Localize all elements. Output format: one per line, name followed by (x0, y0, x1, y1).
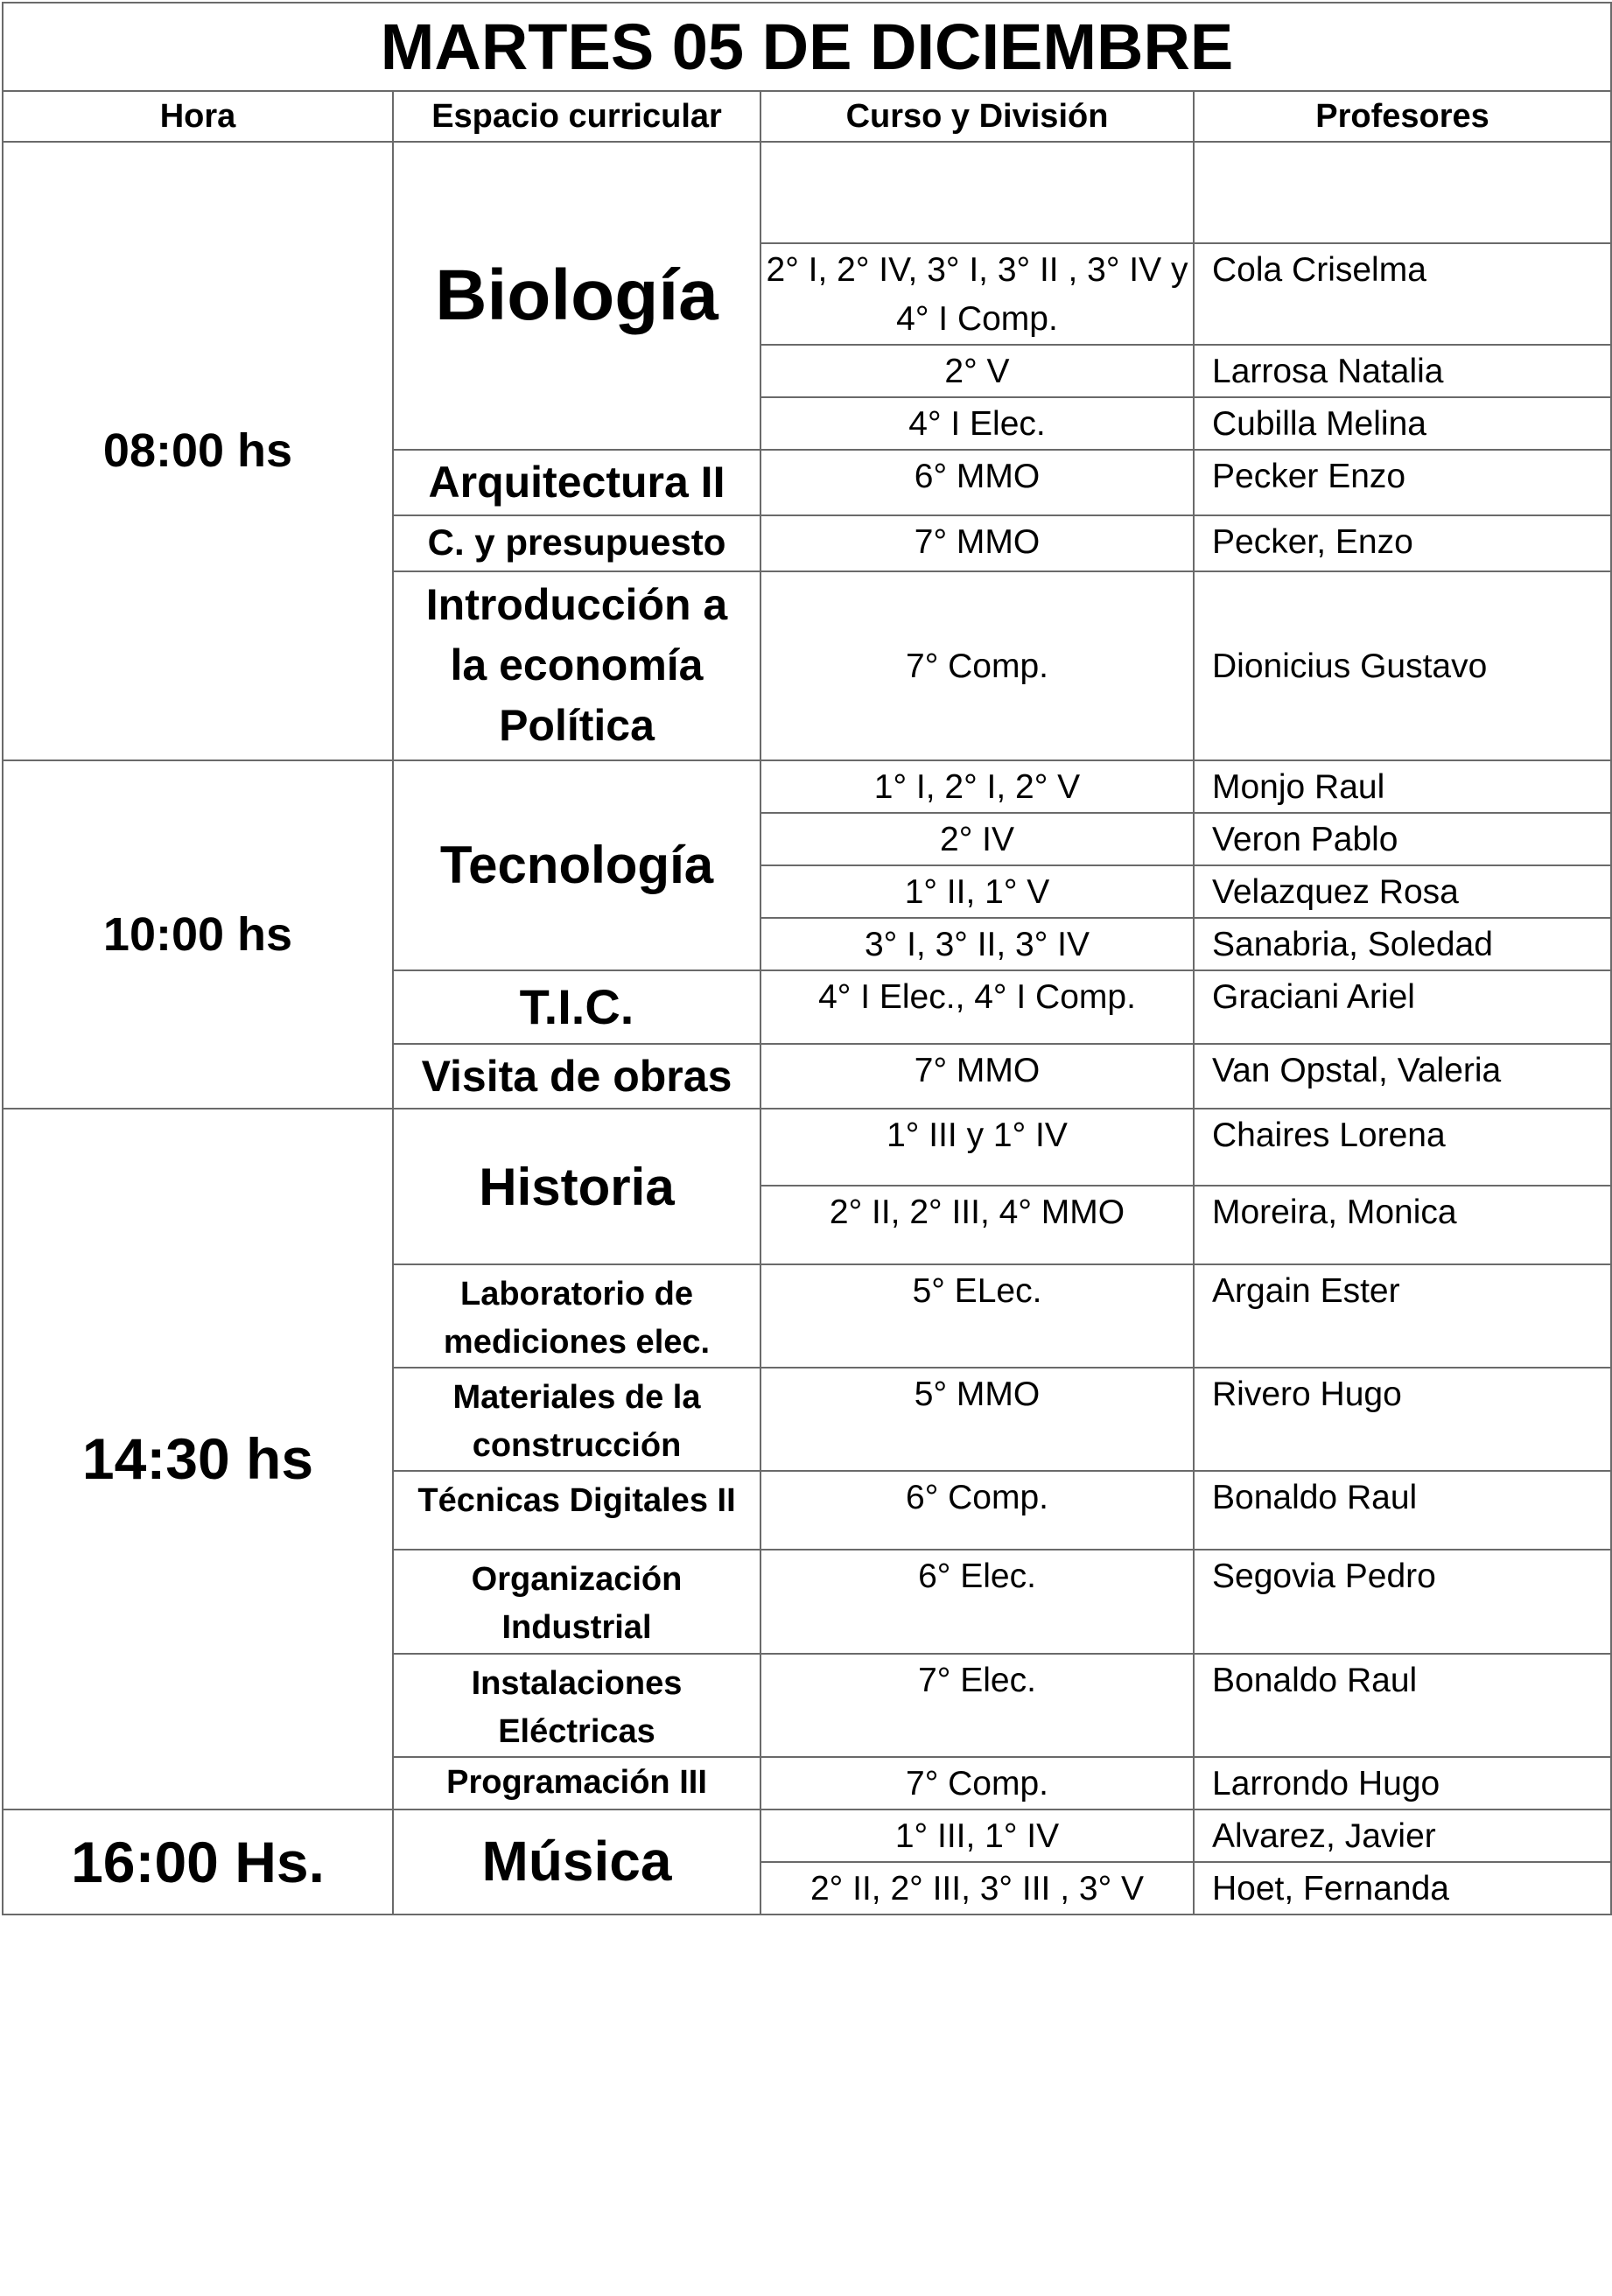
course-cell: 1° II, 1° V (760, 865, 1194, 918)
schedule-table (2, 2, 1612, 1915)
course-cell: 1° I, 2° I, 2° V (760, 760, 1194, 813)
subject-cell: Historia (393, 1109, 760, 1264)
empty-cell (1194, 142, 1611, 243)
course-cell: 7° Elec. (760, 1654, 1194, 1757)
course-cell: 3° I, 3° II, 3° IV (760, 918, 1194, 970)
subject-cell: Materiales de la construcción (393, 1368, 760, 1471)
course-cell: 7° MMO (760, 515, 1194, 571)
subject-cell: Programación III (393, 1757, 760, 1810)
subject-cell: T.I.C. (393, 970, 760, 1044)
teacher-cell: Monjo Raul (1194, 760, 1611, 813)
course-cell: 7° MMO (760, 1044, 1194, 1110)
teacher-cell: Graciani Ariel (1194, 970, 1611, 1044)
subject-cell: Organización Industrial (393, 1550, 760, 1653)
teacher-cell: Cola Criselma (1194, 243, 1611, 345)
time-cell: 08:00 hs (3, 142, 393, 760)
course-cell: 2° I, 2° IV, 3° I, 3° II , 3° IV y 4° I Comp. (760, 243, 1194, 345)
teacher-cell: Segovia Pedro (1194, 1550, 1611, 1653)
teacher-cell: Larrondo Hugo (1194, 1757, 1611, 1810)
course-cell: 1° III y 1° IV (760, 1109, 1194, 1186)
subject-cell: Tecnología (393, 760, 760, 970)
teacher-cell: Velazquez Rosa (1194, 865, 1611, 918)
course-cell: 4° I Elec. (760, 397, 1194, 450)
course-cell: 5° ELec. (760, 1264, 1194, 1368)
subject-cell: Visita de obras (393, 1044, 760, 1110)
course-cell: 7° Comp. (760, 1757, 1194, 1810)
empty-cell (760, 142, 1194, 243)
teacher-cell: Bonaldo Raul (1194, 1654, 1611, 1757)
teacher-cell: Bonaldo Raul (1194, 1471, 1611, 1550)
subject-cell: Música (393, 1810, 760, 1914)
teacher-cell: Hoet, Fernanda (1194, 1862, 1611, 1914)
subject-cell: Laboratorio de mediciones elec. (393, 1264, 760, 1368)
teacher-cell: Chaires Lorena (1194, 1109, 1611, 1186)
subject-cell: Técnicas Digitales II (393, 1471, 760, 1550)
teacher-cell: Larrosa Natalia (1194, 345, 1611, 397)
teacher-cell: Rivero Hugo (1194, 1368, 1611, 1471)
course-cell: 4° I Elec., 4° I Comp. (760, 970, 1194, 1044)
teacher-cell: Van Opstal, Valeria (1194, 1044, 1611, 1110)
course-cell: 5° MMO (760, 1368, 1194, 1471)
teacher-cell: Argain Ester (1194, 1264, 1611, 1368)
teacher-cell: Pecker Enzo (1194, 450, 1611, 515)
course-cell: 2° IV (760, 813, 1194, 865)
teacher-cell: Veron Pablo (1194, 813, 1611, 865)
course-cell: 2° II, 2° III, 4° MMO (760, 1186, 1194, 1264)
time-cell: 16:00 Hs. (3, 1810, 393, 1914)
header-curso: Curso y División (760, 91, 1194, 142)
teacher-cell: Cubilla Melina (1194, 397, 1611, 450)
teacher-cell: Alvarez, Javier (1194, 1810, 1611, 1862)
teacher-cell: Sanabria, Soledad (1194, 918, 1611, 970)
subject-cell: Instalaciones Eléctricas (393, 1654, 760, 1757)
time-cell: 14:30 hs (3, 1109, 393, 1810)
course-cell: 6° Elec. (760, 1550, 1194, 1653)
course-cell: 1° III, 1° IV (760, 1810, 1194, 1862)
header-profesores: Profesores (1194, 91, 1611, 142)
course-cell: 7° Comp. (760, 571, 1194, 760)
subject-cell: C. y presupuesto (393, 515, 760, 571)
page-title: MARTES 05 DE DICIEMBRE (3, 3, 1611, 91)
time-cell: 10:00 hs (3, 760, 393, 1110)
header-espacio: Espacio curricular (393, 91, 760, 142)
subject-cell: Introducción a la economía Política (393, 571, 760, 760)
teacher-cell: Dionicius Gustavo (1194, 571, 1611, 760)
course-cell: 2° V (760, 345, 1194, 397)
course-cell: 6° MMO (760, 450, 1194, 515)
header-hora: Hora (3, 91, 393, 142)
course-cell: 6° Comp. (760, 1471, 1194, 1550)
subject-cell: Biología (393, 142, 760, 450)
teacher-cell: Pecker, Enzo (1194, 515, 1611, 571)
course-cell: 2° II, 2° III, 3° III , 3° V (760, 1862, 1194, 1914)
teacher-cell: Moreira, Monica (1194, 1186, 1611, 1264)
subject-cell: Arquitectura II (393, 450, 760, 515)
